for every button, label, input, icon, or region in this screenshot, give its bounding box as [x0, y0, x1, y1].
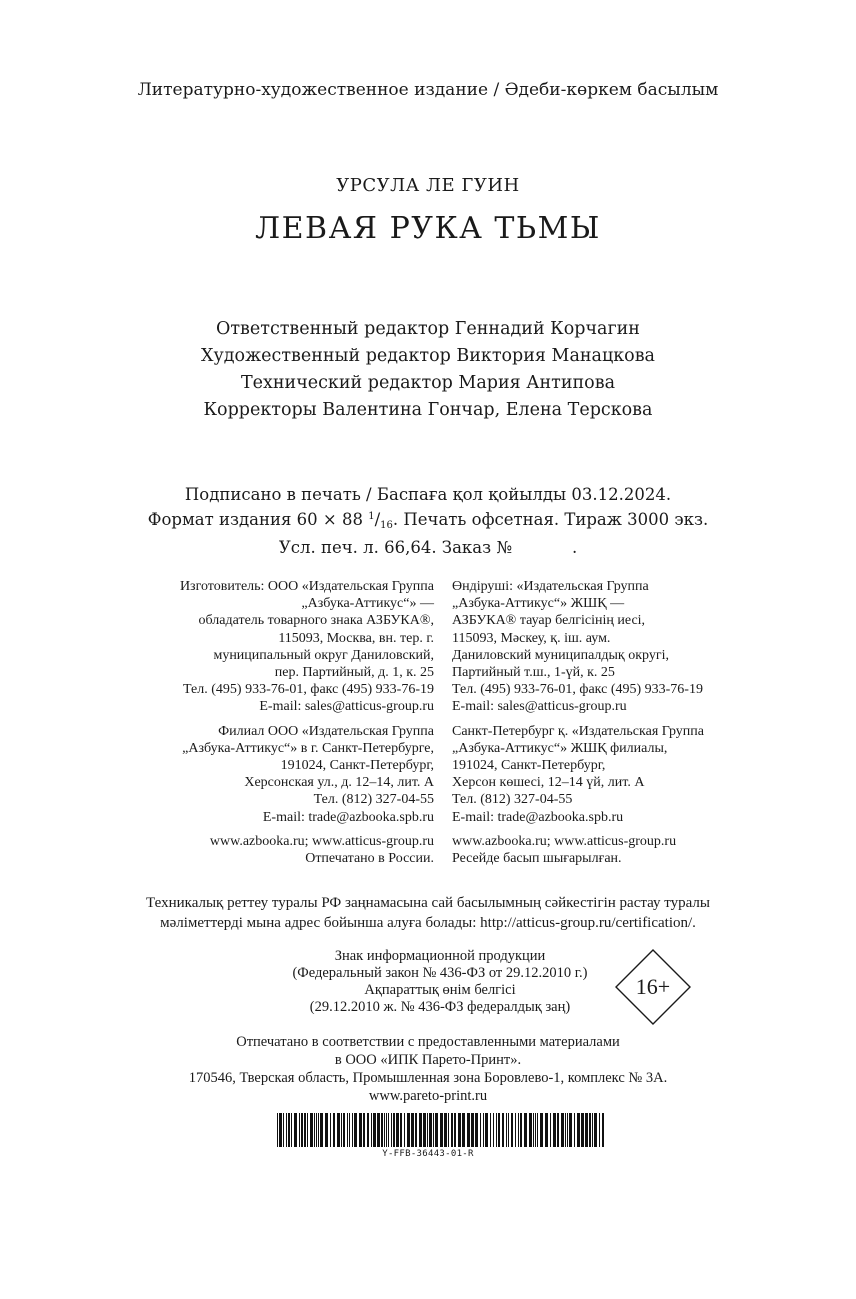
- manufacturer-block: [110, 578, 434, 716]
- barcode-bar: [411, 1113, 414, 1147]
- barcode-bar: [433, 1113, 434, 1147]
- info-line: Изготовитель: ООО «Издательская Группа: [179, 579, 434, 594]
- info-line: 115093, Мәскеу, қ. іш. аум.: [452, 630, 611, 646]
- info-line: в ООО «ИПК Парето-Принт».: [334, 1052, 522, 1068]
- barcode-bar: [291, 1113, 292, 1147]
- print-info: [0, 484, 856, 559]
- web-block: [452, 833, 752, 867]
- info-line: Партийный т.ш., 1-үй, к. 25: [452, 665, 615, 681]
- barcode-bar: [561, 1113, 564, 1147]
- barcode-bar: [330, 1113, 331, 1147]
- info-line: Отпечатано в соответствии с предоставленными материалами: [236, 1034, 620, 1050]
- barcode-bar: [386, 1113, 387, 1147]
- barcode-bar: [316, 1113, 317, 1147]
- barcode-bar: [557, 1113, 559, 1147]
- format-fraction-denominator: 16: [380, 520, 393, 531]
- info-line: Херсон көшесі, 12–14 үй, лит. А: [452, 775, 645, 791]
- info-line: пер. Партийный, д. 1, к. 25: [274, 665, 434, 681]
- barcode-bar: [314, 1113, 315, 1147]
- barcode-bar: [354, 1113, 357, 1147]
- info-line: Техникалық реттеу туралы РФ заңнамасына сай басылымның сәйкестігін растау туралы: [146, 895, 710, 911]
- barcode-bar: [419, 1113, 422, 1147]
- barcode-bar: [377, 1113, 380, 1147]
- email-line: E-mail: trade@azbooka.spb.ru: [262, 809, 434, 825]
- barcode-bar: [429, 1113, 432, 1147]
- format-fraction-slash: /: [374, 510, 381, 529]
- info-line: 191024, Санкт-Петербург,: [280, 758, 434, 774]
- barcode-bar: [475, 1113, 478, 1147]
- barcode-bar: [299, 1113, 300, 1147]
- barcode-bar: [341, 1113, 342, 1147]
- info-line: Ақпараттық өнім белгісі: [364, 982, 516, 998]
- barcode-bar: [448, 1113, 449, 1147]
- email-line: E-mail: sales@atticus-group.ru: [259, 699, 434, 715]
- barcode-bar: [304, 1113, 306, 1147]
- info-line: Филиал ООО «Издательская Группа: [218, 723, 434, 739]
- barcode: [277, 1113, 607, 1147]
- barcode-bar: [599, 1113, 600, 1147]
- info-line: Санкт-Петербург қ. «Издательская Группа: [452, 723, 704, 739]
- info-line: „Азбука-Аттикус“» ЖШҚ —: [452, 596, 625, 612]
- barcode-bar: [325, 1113, 328, 1147]
- info-line: 170546, Тверская область, Промышленная зона Боровлево-1, комплекс № 3А.: [188, 1070, 668, 1086]
- barcode-bar: [592, 1113, 593, 1147]
- publisher-info-russian: [110, 578, 434, 867]
- barcode-bar: [301, 1113, 303, 1147]
- barcode-bar: [553, 1113, 556, 1147]
- publisher-info-kazakh: [452, 578, 752, 867]
- info-line: „Азбука-Аттикус“» ЖШҚ филиалы,: [452, 740, 668, 756]
- genre-line: Литературно-художественное издание / Әдеби-көркем басылым: [137, 80, 719, 100]
- technical-regulation-note: [0, 893, 856, 933]
- barcode-bar: [393, 1113, 395, 1147]
- age-rating-badge: [614, 948, 692, 1026]
- barcode-bar: [462, 1113, 465, 1147]
- barcode-bar: [283, 1113, 284, 1147]
- barcode-bar: [294, 1113, 297, 1147]
- barcode-bar: [533, 1113, 534, 1147]
- barcode-bar: [581, 1113, 584, 1147]
- info-line: Знак информационной продукции: [334, 948, 546, 964]
- book-title: ЛЕВАЯ РУКА ТЬМЫ: [255, 211, 601, 246]
- barcode-bar: [511, 1113, 513, 1147]
- barcode-bar: [454, 1113, 456, 1147]
- format-prefix: Формат издания 60 × 88: [147, 510, 369, 529]
- barcode-bar: [352, 1113, 353, 1147]
- barcode-bar: [498, 1113, 500, 1147]
- barcode-bar: [381, 1113, 383, 1147]
- barcode-bar: [367, 1113, 369, 1147]
- barcode-bar: [545, 1113, 548, 1147]
- info-line: „Азбука-Аттикус“» —: [301, 596, 434, 612]
- barcode-bar: [490, 1113, 491, 1147]
- sheets-order-text: Усл. печ. л. 66,64. Заказ №: [278, 538, 512, 557]
- website-line: www.pareto-print.ru: [368, 1088, 488, 1104]
- barcode-bar: [333, 1113, 335, 1147]
- barcode-bar: [349, 1113, 350, 1147]
- barcode-bar: [400, 1113, 402, 1147]
- barcode-bar: [318, 1113, 319, 1147]
- barcode-bar: [407, 1113, 410, 1147]
- info-line: Өндіруші: «Издательская Группа: [452, 579, 649, 594]
- barcode-bar: [589, 1113, 591, 1147]
- origin-line: Отпечатано в России.: [305, 851, 434, 867]
- barcode-bar: [388, 1113, 389, 1147]
- barcode-bar: [506, 1113, 507, 1147]
- info-line: (Федеральный закон № 436-ФЗ от 29.12.2010 г.): [292, 965, 588, 981]
- barcode-bar: [310, 1113, 313, 1147]
- barcode-bar: [440, 1113, 443, 1147]
- info-line: 115093, Москва, вн. тер. г.: [278, 630, 434, 646]
- barcode-bar: [567, 1113, 568, 1147]
- barcode-bar: [483, 1113, 484, 1147]
- info-line: Тел. (812) 327-04-55: [452, 792, 573, 808]
- barcode-bar: [404, 1113, 405, 1147]
- barcode-bar: [585, 1113, 588, 1147]
- barcode-bar: [508, 1113, 509, 1147]
- info-line: Херсонская ул., д. 12–14, лит. А: [244, 775, 434, 791]
- barcode-bar: [391, 1113, 392, 1147]
- info-line: АЗБУКА® тауар белгісінің иесі,: [452, 613, 646, 629]
- info-line: Тел. (495) 933-76-01, факс (495) 933-76-19: [452, 682, 703, 698]
- barcode-bar: [493, 1113, 494, 1147]
- barcode-bar: [524, 1113, 527, 1147]
- barcode-bar: [577, 1113, 580, 1147]
- branch-block: [110, 723, 434, 826]
- barcode-bar: [518, 1113, 519, 1147]
- barcode-bar: [279, 1113, 282, 1147]
- barcode-bar: [307, 1113, 308, 1147]
- info-line: Тел. (812) 327-04-55: [313, 792, 434, 808]
- info-line: Тел. (495) 933-76-01, факс (495) 933-76-19: [183, 682, 434, 698]
- barcode-bar: [286, 1113, 287, 1147]
- barcode-bar: [502, 1113, 504, 1147]
- printer-info: [0, 1033, 856, 1105]
- barcode-bar: [444, 1113, 447, 1147]
- sheets-order-end: .: [571, 538, 578, 557]
- website-line: www.azbooka.ru; www.atticus-group.ru: [209, 833, 434, 849]
- barcode-bar: [427, 1113, 428, 1147]
- web-block: [110, 833, 434, 867]
- info-line: 191024, Санкт-Петербург,: [452, 758, 606, 774]
- barcode-bar: [485, 1113, 488, 1147]
- website-line: www.azbooka.ru; www.atticus-group.ru: [452, 833, 677, 849]
- barcode-bar: [396, 1113, 399, 1147]
- manufacturer-block: [452, 578, 752, 716]
- credit-line: Художественный редактор Виктория Манацкова: [201, 346, 655, 366]
- barcode-bar: [496, 1113, 497, 1147]
- barcode-bar: [343, 1113, 345, 1147]
- email-line: E-mail: sales@atticus-group.ru: [452, 699, 627, 715]
- credit-line: Технический редактор Мария Антипова: [240, 373, 616, 393]
- branch-block: [452, 723, 752, 826]
- format-line: [0, 506, 856, 537]
- editorial-credits: [0, 316, 856, 424]
- barcode-bar: [550, 1113, 551, 1147]
- barcode-bar: [359, 1113, 362, 1147]
- barcode-bar: [363, 1113, 365, 1147]
- barcode-bar: [480, 1113, 481, 1147]
- format-fraction-numerator: 1: [368, 511, 375, 522]
- barcode-bar: [288, 1113, 290, 1147]
- certification-line: мәліметтерді мына адрес бойынша алуға болады: http://atticus-group.ru/certification/.: [160, 915, 696, 931]
- barcode-bar: [569, 1113, 572, 1147]
- barcode-bar: [458, 1113, 461, 1147]
- barcode-bar: [415, 1113, 417, 1147]
- information-product-sign: [220, 948, 660, 1016]
- barcode-bar: [574, 1113, 575, 1147]
- origin-line: Ресейде басып шығарылған.: [452, 851, 622, 867]
- barcode-bar: [451, 1113, 453, 1147]
- barcode-bar: [537, 1113, 538, 1147]
- credit-line: Ответственный редактор Геннадий Корчагин: [216, 319, 640, 339]
- barcode-bar: [602, 1113, 604, 1147]
- author-name: УРСУЛА ЛЕ ГУИН: [336, 175, 520, 196]
- barcode-bar: [337, 1113, 340, 1147]
- barcode-bar: [277, 1113, 278, 1147]
- barcode-bar: [435, 1113, 438, 1147]
- barcode-bar: [529, 1113, 532, 1147]
- info-line: муниципальный округ Даниловский,: [213, 647, 434, 663]
- barcode-bar: [515, 1113, 516, 1147]
- barcode-bar: [384, 1113, 385, 1147]
- barcode-bar: [471, 1113, 474, 1147]
- sheets-order-line: [0, 537, 856, 559]
- barcode-bar: [520, 1113, 522, 1147]
- info-line: „Азбука-Аттикус“» в г. Санкт-Петербурге,: [182, 740, 434, 756]
- barcode-bar: [347, 1113, 348, 1147]
- credit-line: Корректоры Валентина Гончар, Елена Терскова: [203, 400, 653, 420]
- email-line: E-mail: trade@azbooka.spb.ru: [452, 809, 624, 825]
- signed-date: Подписано в печать / Баспаға қол қойылды 03.12.2024.: [184, 485, 672, 504]
- barcode-bar: [320, 1113, 323, 1147]
- info-line: (29.12.2010 ж. № 436-ФЗ федералдық заң): [309, 999, 571, 1015]
- age-rating-label: 16+: [635, 974, 671, 999]
- info-line: обладатель товарного знака АЗБУКА®,: [198, 613, 434, 629]
- info-line: Даниловский муниципалдық округі,: [452, 647, 669, 663]
- barcode-bar: [423, 1113, 426, 1147]
- barcode-bar: [467, 1113, 470, 1147]
- barcode-bar: [594, 1113, 597, 1147]
- barcode-bar: [371, 1113, 372, 1147]
- barcode-bar: [535, 1113, 536, 1147]
- barcode-bar: [373, 1113, 376, 1147]
- barcode-bar: [540, 1113, 543, 1147]
- barcode-label: Y-FFB-36443-01-R: [382, 1149, 474, 1159]
- format-suffix: . Печать офсетная. Тираж 3000 экз.: [392, 510, 709, 529]
- barcode-bar: [565, 1113, 566, 1147]
